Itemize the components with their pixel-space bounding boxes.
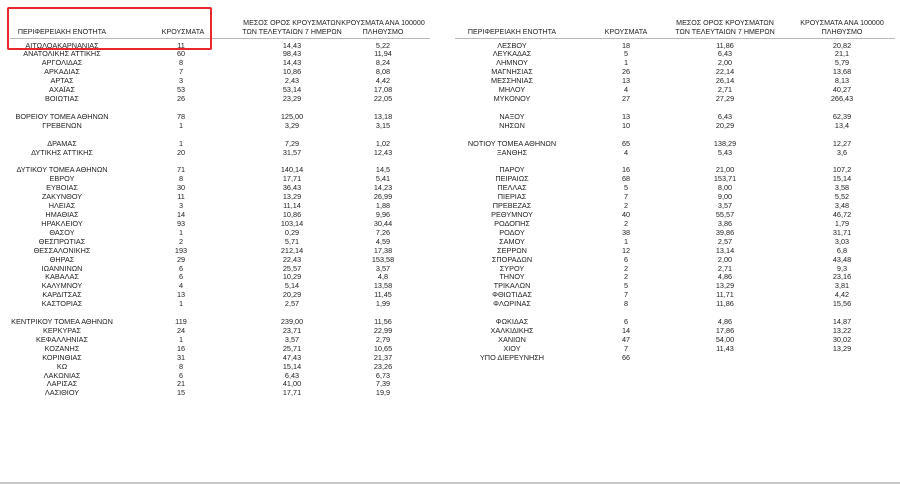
- right-row-avg7: 3,57: [717, 201, 733, 211]
- right-row-avg7: 5,43: [717, 147, 733, 157]
- left-row-avg7: 17,71: [282, 388, 302, 398]
- left-header-per100k-line1: ΚΡΟΥΣΜΑΤΑ ΑΝΑ 100000: [341, 19, 425, 27]
- right-row-region: ΠΡΕΒΕΖΑΣ: [492, 201, 532, 211]
- right-row-avg7: 2,71: [717, 263, 733, 273]
- left-row-per100k: 14,23: [373, 183, 393, 193]
- left-row-avg7: 2,57: [284, 299, 300, 309]
- left-row-region: ΚΑΒΑΛΑΣ: [45, 272, 79, 282]
- right-row-region: ΤΗΝΟΥ: [499, 272, 525, 282]
- left-row-region: ΚΑΛΥΜΝΟΥ: [41, 281, 83, 291]
- left-row-cases: 26: [176, 94, 186, 104]
- left-row-region: ΘΑΣΟΥ: [49, 227, 75, 237]
- right-row-region: ΧΑΝΙΩΝ: [498, 334, 526, 344]
- left-row-avg7: 5,14: [284, 281, 300, 291]
- right-row-avg7: 55,57: [715, 209, 735, 219]
- right-row-per100k: 13,22: [832, 325, 852, 335]
- left-row-avg7: 5,71: [284, 236, 300, 246]
- right-row-cases: 6: [623, 254, 629, 264]
- left-row-per100k: 3,57: [375, 263, 391, 273]
- right-row-per100k: 12,27: [832, 138, 852, 148]
- right-header-avg7-line1: ΜΕΣΟΣ ΟΡΟΣ ΚΡΟΥΣΜΑΤΩΝ: [676, 19, 774, 27]
- right-row-avg7: 2,00: [717, 58, 733, 68]
- left-row-per100k: 6,73: [375, 370, 391, 380]
- left-row-cases: 3: [178, 76, 184, 86]
- left-row-cases: 30: [176, 183, 186, 193]
- left-row-region: ΕΒΡΟΥ: [49, 174, 75, 184]
- left-row-avg7: 47,43: [282, 352, 302, 362]
- left-row-per100k: 1,88: [375, 201, 391, 211]
- left-row-region: ΑΡΚΑΔΙΑΣ: [44, 67, 80, 77]
- right-row-avg7: 13,29: [715, 281, 735, 291]
- left-row-per100k: 11,94: [374, 49, 392, 59]
- left-row-avg7: 10,86: [282, 67, 302, 77]
- left-header-avg7-line1: ΜΕΣΟΣ ΟΡΟΣ ΚΡΟΥΣΜΑΤΩΝ: [243, 19, 341, 27]
- right-row-cases: 14: [621, 325, 631, 335]
- right-row-cases: 27: [621, 94, 631, 104]
- left-row-avg7: 212,14: [280, 245, 304, 255]
- left-row-avg7: 10,29: [282, 272, 302, 282]
- left-row-per100k: 10,65: [373, 343, 393, 353]
- right-row-cases: 26: [621, 67, 631, 77]
- right-row-cases: 65: [621, 138, 631, 148]
- left-row-per100k: 11,56: [374, 317, 392, 327]
- right-row-region: ΠΕΙΡΑΙΩΣ: [495, 174, 529, 184]
- left-row-region: ΑΝΑΤΟΛΙΚΗΣ ΑΤΤΙΚΗΣ: [23, 49, 101, 59]
- right-row-region: ΛΕΥΚΑΔΑΣ: [492, 49, 532, 59]
- left-row-cases: 16: [176, 343, 186, 353]
- left-row-avg7: 17,71: [282, 174, 302, 184]
- left-row-cases: 15: [176, 388, 186, 398]
- left-row-per100k: 7,26: [375, 227, 391, 237]
- left-row-per100k: 8,24: [375, 58, 391, 68]
- right-row-avg7: 22,14: [715, 67, 735, 77]
- right-row-per100k: 3,81: [834, 281, 850, 291]
- left-row-per100k: 22,05: [373, 94, 393, 104]
- left-row-cases: 20: [176, 147, 186, 157]
- right-row-avg7: 2,71: [717, 85, 733, 95]
- left-row-per100k: 1,99: [375, 299, 391, 309]
- right-row-region: ΣΑΜΟΥ: [499, 236, 525, 246]
- left-row-cases: 193: [174, 245, 188, 255]
- left-row-region: ΛΑΚΩΝΙΑΣ: [43, 370, 81, 380]
- left-row-region: ΑΙΤΩΛΟΑΚΑΡΝΑΝΙΑΣ: [25, 40, 99, 50]
- left-row-avg7: 31,57: [282, 147, 302, 157]
- left-row-cases: 1: [178, 120, 184, 130]
- right-row-cases: 38: [621, 227, 631, 237]
- left-header-cases: ΚΡΟΥΣΜΑΤΑ: [161, 28, 205, 36]
- right-row-cases: 12: [621, 245, 631, 255]
- right-row-avg7: 21,00: [715, 165, 735, 175]
- right-row-cases: 7: [623, 192, 629, 202]
- right-row-cases: 7: [623, 343, 629, 353]
- right-row-region: ΣΕΡΡΩΝ: [497, 245, 527, 255]
- right-row-region: ΜΥΚΟΝΟΥ: [493, 94, 531, 104]
- right-row-cases: 2: [623, 263, 629, 273]
- left-row-per100k: 153,58: [371, 254, 395, 264]
- right-row-cases: 18: [621, 40, 631, 50]
- right-row-per100k: 43,48: [832, 254, 852, 264]
- left-row-per100k: 1,02: [375, 138, 391, 148]
- left-row-region: ΚΕΦΑΛΛΗΝΙΑΣ: [36, 334, 88, 344]
- left-row-region: ΚΟΖΑΝΗΣ: [44, 343, 80, 353]
- right-row-avg7: 6,43: [717, 111, 733, 121]
- left-row-region: ΔΡΑΜΑΣ: [47, 138, 77, 148]
- right-row-per100k: 3,58: [834, 183, 850, 193]
- left-row-per100k: 8,08: [375, 67, 391, 77]
- left-row-per100k: 26,99: [373, 192, 393, 202]
- right-row-per100k: 15,14: [832, 174, 852, 184]
- left-row-cases: 21: [176, 379, 186, 389]
- right-row-avg7: 8,00: [717, 183, 733, 193]
- right-row-cases: 2: [623, 218, 629, 228]
- header-rule-left: [10, 38, 430, 39]
- right-row-per100k: 40,27: [832, 85, 852, 95]
- right-row-cases: 4: [623, 147, 629, 157]
- left-row-region: ΖΑΚΥΝΘΟΥ: [41, 192, 83, 202]
- left-row-region: ΒΟΡΕΙΟΥ ΤΟΜΕΑ ΑΘΗΝΩΝ: [15, 111, 109, 121]
- left-row-avg7: 7,29: [284, 138, 300, 148]
- left-row-avg7: 41,00: [282, 379, 302, 389]
- left-row-region: ΑΡΤΑΣ: [50, 76, 74, 86]
- left-header-avg7-line2: ΤΩΝ ΤΕΛΕΥΤΑΙΩΝ 7 ΗΜΕΡΩΝ: [242, 27, 342, 36]
- right-row-avg7: 4,86: [717, 317, 733, 327]
- left-row-cases: 1: [178, 334, 184, 344]
- right-row-per100k: 3,03: [834, 236, 850, 246]
- left-row-cases: 119: [175, 317, 187, 327]
- right-row-cases: 2: [623, 272, 629, 282]
- left-row-avg7: 53,14: [282, 85, 302, 95]
- left-row-cases: 8: [178, 361, 184, 371]
- right-row-per100k: 8,13: [834, 76, 850, 86]
- left-row-cases: 8: [178, 58, 184, 68]
- left-row-per100k: 12,43: [373, 147, 393, 157]
- right-row-avg7: 4,86: [717, 272, 733, 282]
- left-row-per100k: 21,37: [373, 352, 393, 362]
- left-row-region: ΚΩ: [56, 361, 68, 371]
- left-row-cases: 1: [178, 138, 184, 148]
- left-row-cases: 13: [176, 290, 186, 300]
- left-row-cases: 78: [176, 111, 186, 121]
- left-row-region: ΚΑΡΔΙΤΣΑΣ: [42, 290, 82, 300]
- right-row-region: ΞΑΝΘΗΣ: [496, 147, 528, 157]
- left-row-avg7: 3,29: [284, 120, 300, 130]
- left-row-cases: 7: [178, 67, 184, 77]
- left-row-per100k: 5,22: [375, 40, 391, 50]
- right-row-cases: 47: [621, 334, 631, 344]
- left-row-cases: 60: [176, 49, 186, 59]
- right-row-cases: 7: [623, 290, 629, 300]
- right-row-region: ΝΗΣΩΝ: [499, 120, 525, 130]
- left-row-avg7: 140,14: [280, 165, 304, 175]
- right-row-per100k: 5,79: [834, 58, 850, 68]
- left-row-avg7: 14,43: [282, 58, 302, 68]
- right-header-region: ΠΕΡΙΦΕΡΕΙΑΚΗ ΕΝΟΤΗΤΑ: [467, 28, 557, 36]
- right-row-avg7: 13,14: [715, 245, 735, 255]
- right-row-cases: 8: [623, 299, 629, 309]
- right-row-region: ΛΗΜΝΟΥ: [496, 58, 528, 68]
- right-row-avg7: 54,00: [715, 334, 735, 344]
- left-row-avg7: 3,57: [284, 334, 300, 344]
- right-row-per100k: 13,4: [834, 120, 850, 130]
- right-row-per100k: 3,48: [834, 201, 850, 211]
- right-row-region: ΦΘΙΩΤΙΔΑΣ: [492, 290, 532, 300]
- left-row-per100k: 9,96: [375, 209, 391, 219]
- left-row-region: ΑΧΑΪΑΣ: [48, 85, 76, 95]
- right-row-avg7: 9,00: [717, 192, 733, 202]
- right-header-avg7-line2: ΤΩΝ ΤΕΛΕΥΤΑΙΩΝ 7 ΗΜΕΡΩΝ: [675, 27, 775, 36]
- left-row-region: ΗΡΑΚΛΕΙΟΥ: [41, 218, 83, 228]
- left-row-avg7: 25,71: [282, 343, 302, 353]
- left-row-avg7: 14,43: [282, 40, 302, 50]
- right-row-avg7: 6,43: [717, 49, 733, 59]
- right-row-region: ΦΩΚΙΔΑΣ: [495, 317, 529, 327]
- left-row-avg7: 0,29: [284, 227, 300, 237]
- left-row-avg7: 6,43: [284, 370, 300, 380]
- left-row-avg7: 98,43: [282, 49, 302, 59]
- right-row-per100k: 13,68: [832, 67, 852, 77]
- right-row-region: ΡΕΘΥΜΝΟΥ: [491, 209, 533, 219]
- left-row-per100k: 13,18: [373, 111, 393, 121]
- left-row-cases: 6: [178, 272, 184, 282]
- right-row-region: ΧΙΟΥ: [503, 343, 521, 353]
- right-row-avg7: 11,86: [716, 299, 734, 309]
- left-row-avg7: 239,00: [280, 317, 304, 327]
- left-row-region: ΚΑΣΤΟΡΙΑΣ: [41, 299, 83, 309]
- right-row-region: ΠΑΡΟΥ: [499, 165, 525, 175]
- left-row-region: ΚΕΡΚΥΡΑΣ: [42, 325, 82, 335]
- right-row-region: ΛΕΣΒΟΥ: [497, 40, 527, 50]
- left-row-cases: 14: [176, 209, 186, 219]
- left-row-region: ΔΥΤΙΚΟΥ ΤΟΜΕΑ ΑΘΗΝΩΝ: [16, 165, 108, 175]
- left-row-cases: 11: [177, 40, 185, 50]
- right-row-avg7: 39,86: [715, 227, 735, 237]
- left-row-region: ΛΑΣΙΘΙΟΥ: [44, 388, 80, 398]
- left-row-cases: 11: [177, 192, 185, 202]
- right-row-per100k: 31,71: [832, 227, 852, 237]
- left-row-region: ΚΕΝΤΡΙΚΟΥ ΤΟΜΕΑ ΑΘΗΝΩΝ: [11, 317, 113, 327]
- left-row-per100k: 11,45: [374, 290, 392, 300]
- right-header-per100k-line1: ΚΡΟΥΣΜΑΤΑ ΑΝΑ 100000: [800, 19, 884, 27]
- right-row-region: ΦΛΩΡΙΝΑΣ: [493, 299, 531, 309]
- right-row-avg7: 27,29: [715, 94, 735, 104]
- left-row-region: ΙΩΑΝΝΙΝΩΝ: [41, 263, 83, 273]
- right-row-avg7: 2,57: [717, 236, 733, 246]
- left-row-cases: 29: [176, 254, 186, 264]
- left-row-per100k: 22,99: [373, 325, 393, 335]
- right-row-cases: 5: [623, 183, 629, 193]
- left-row-region: ΓΡΕΒΕΝΩΝ: [42, 120, 82, 130]
- right-row-cases: 68: [621, 174, 631, 184]
- left-row-region: ΕΥΒΟΙΑΣ: [46, 183, 78, 193]
- left-row-per100k: 19,9: [375, 388, 391, 398]
- right-row-cases: 2: [623, 201, 629, 211]
- left-row-avg7: 13,29: [282, 192, 302, 202]
- right-row-per100k: 13,29: [832, 343, 852, 353]
- right-row-per100k: 20,82: [832, 40, 852, 50]
- left-row-region: ΗΛΕΙΑΣ: [48, 201, 76, 211]
- right-row-cases: 1: [623, 58, 629, 68]
- left-row-per100k: 3,15: [375, 120, 391, 130]
- right-row-region: ΜΕΣΣΗΝΙΑΣ: [491, 76, 533, 86]
- left-row-per100k: 17,38: [373, 245, 393, 255]
- left-row-per100k: 5,41: [375, 174, 391, 184]
- left-row-per100k: 4,42: [375, 76, 391, 86]
- right-row-region: ΤΡΙΚΑΛΩΝ: [493, 281, 531, 291]
- left-row-avg7: 10,86: [282, 209, 302, 219]
- right-row-region: ΠΕΛΛΑΣ: [497, 183, 527, 193]
- left-header-region: ΠΕΡΙΦΕΡΕΙΑΚΗ ΕΝΟΤΗΤΑ: [17, 28, 107, 36]
- left-row-region: ΗΜΑΘΙΑΣ: [45, 209, 79, 219]
- right-row-cases: 5: [623, 49, 629, 59]
- right-row-region: ΝΟΤΙΟΥ ΤΟΜΕΑ ΑΘΗΝΩΝ: [467, 138, 557, 148]
- left-row-avg7: 11,14: [283, 201, 301, 211]
- right-row-avg7: 11,86: [716, 40, 734, 50]
- left-row-per100k: 13,58: [373, 281, 393, 291]
- right-row-avg7: 138,29: [713, 138, 737, 148]
- right-row-per100k: 3,6: [836, 147, 848, 157]
- left-row-cases: 3: [178, 201, 184, 211]
- left-row-avg7: 20,29: [282, 290, 302, 300]
- left-row-cases: 71: [176, 165, 186, 175]
- right-header-per100k-line2: ΠΛΗΘΥΣΜΟ: [821, 27, 863, 36]
- left-row-per100k: 14,5: [375, 165, 391, 175]
- right-row-per100k: 23,16: [832, 272, 852, 282]
- right-row-region: ΡΟΔΟΥ: [499, 227, 525, 237]
- right-row-per100k: 6,8: [836, 245, 848, 255]
- left-row-cases: 53: [176, 85, 186, 95]
- left-row-cases: 31: [176, 352, 186, 362]
- right-row-avg7: 11,43: [716, 343, 734, 353]
- right-row-region: ΝΑΞΟΥ: [499, 111, 525, 121]
- left-row-region: ΘΕΣΠΡΩΤΙΑΣ: [38, 236, 86, 246]
- left-header-per100k-line2: ΠΛΗΘΥΣΜΟ: [362, 27, 404, 36]
- left-row-cases: 8: [178, 174, 184, 184]
- right-row-region: ΡΟΔΟΠΗΣ: [494, 218, 530, 228]
- right-row-per100k: 46,72: [832, 209, 852, 219]
- left-row-cases: 4: [178, 281, 184, 291]
- right-row-region: ΧΑΛΚΙΔΙΚΗΣ: [490, 325, 534, 335]
- right-row-region: ΥΠΟ ΔΙΕΡΕΥΝΗΣΗ: [479, 352, 545, 362]
- right-row-cases: 10: [621, 120, 631, 130]
- left-row-avg7: 22,43: [282, 254, 302, 264]
- right-row-per100k: 14,87: [832, 317, 852, 327]
- left-row-region: ΘΗΡΑΣ: [49, 254, 75, 264]
- right-row-cases: 5: [623, 281, 629, 291]
- right-row-avg7: 26,14: [715, 76, 735, 86]
- left-row-per100k: 17,08: [373, 85, 393, 95]
- right-row-per100k: 266,43: [830, 94, 854, 104]
- left-row-per100k: 4,8: [377, 272, 389, 282]
- right-row-avg7: 2,00: [717, 254, 733, 264]
- right-row-cases: 13: [621, 76, 631, 86]
- right-row-cases: 40: [621, 209, 631, 219]
- left-row-per100k: 30,44: [373, 218, 393, 228]
- right-row-cases: 16: [621, 165, 631, 175]
- left-row-per100k: 4,59: [375, 236, 391, 246]
- left-row-region: ΛΑΡΙΣΑΣ: [46, 379, 78, 389]
- left-row-cases: 1: [178, 299, 184, 309]
- right-row-avg7: 3,86: [717, 218, 733, 228]
- left-row-region: ΒΟΙΩΤΙΑΣ: [45, 94, 79, 104]
- right-row-region: ΜΗΛΟΥ: [498, 85, 526, 95]
- left-row-region: ΘΕΣΣΑΛΟΝΙΚΗΣ: [33, 245, 91, 255]
- right-row-avg7: 17,86: [715, 325, 735, 335]
- left-row-per100k: 7,39: [375, 379, 391, 389]
- right-row-cases: 4: [623, 85, 629, 95]
- right-header-cases: ΚΡΟΥΣΜΑΤΑ: [604, 28, 648, 36]
- left-row-avg7: 25,57: [282, 263, 302, 273]
- left-row-avg7: 23,29: [282, 94, 302, 104]
- left-row-avg7: 23,71: [282, 325, 302, 335]
- right-row-per100k: 1,79: [834, 218, 850, 228]
- left-row-cases: 6: [178, 370, 184, 380]
- left-row-region: ΑΡΓΟΛΙΔΑΣ: [41, 58, 83, 68]
- right-row-avg7: 20,29: [715, 120, 735, 130]
- header-rule-right: [455, 38, 895, 39]
- left-row-cases: 1: [178, 227, 184, 237]
- left-row-cases: 93: [176, 218, 186, 228]
- left-row-per100k: 23,26: [373, 361, 393, 371]
- right-row-region: ΣΥΡΟΥ: [499, 263, 525, 273]
- right-row-per100k: 62,39: [832, 111, 852, 121]
- left-row-cases: 2: [178, 236, 184, 246]
- right-row-per100k: 30,02: [832, 334, 852, 344]
- left-row-avg7: 125,00: [280, 111, 304, 121]
- left-row-per100k: 2,79: [375, 334, 391, 344]
- right-row-avg7: 153,71: [713, 174, 737, 184]
- right-row-region: ΜΑΓΝΗΣΙΑΣ: [491, 67, 533, 77]
- right-row-region: ΠΙΕΡΙΑΣ: [497, 192, 527, 202]
- right-row-per100k: 4,42: [834, 290, 850, 300]
- right-row-per100k: 21,1: [834, 49, 850, 59]
- right-row-region: ΣΠΟΡΑΔΩΝ: [491, 254, 533, 264]
- right-row-per100k: 5,52: [834, 192, 850, 202]
- right-row-cases: 13: [621, 111, 631, 121]
- right-row-per100k: 15,56: [832, 299, 852, 309]
- right-row-avg7: 11,71: [716, 290, 734, 300]
- left-row-cases: 24: [176, 325, 186, 335]
- right-row-cases: 6: [623, 317, 629, 327]
- right-row-cases: 66: [621, 352, 631, 362]
- left-row-avg7: 103,14: [280, 218, 304, 228]
- left-row-region: ΚΟΡΙΝΘΙΑΣ: [42, 352, 82, 362]
- left-row-avg7: 36,43: [282, 183, 302, 193]
- left-row-avg7: 2,43: [284, 76, 300, 86]
- left-row-region: ΔΥΤΙΚΗΣ ΑΤΤΙΚΗΣ: [31, 147, 93, 157]
- right-row-per100k: 107,2: [832, 165, 852, 175]
- left-row-cases: 6: [178, 263, 184, 273]
- right-row-cases: 1: [623, 236, 629, 246]
- right-row-per100k: 9,3: [836, 263, 848, 273]
- left-row-avg7: 15,14: [282, 361, 302, 371]
